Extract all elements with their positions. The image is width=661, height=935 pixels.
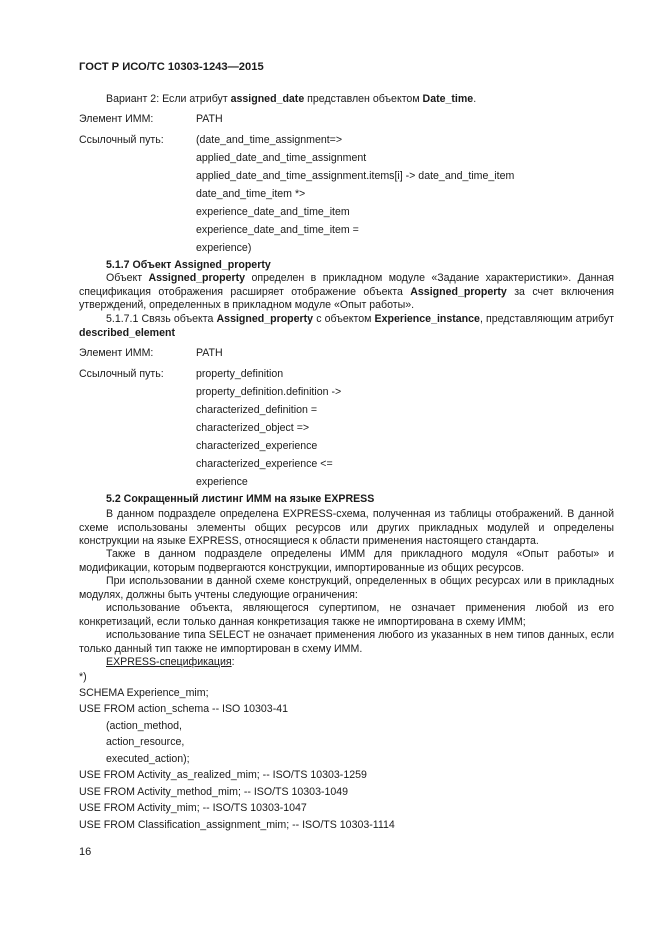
code-line: USE FROM Classification_assignment_mim; -- ISO/TS 10303-1114 — [79, 819, 395, 831]
path-line: experience) — [196, 242, 252, 254]
code-line: USE FROM Activity_as_realized_mim; -- ISO/TS 10303-1259 — [79, 769, 367, 781]
path-line: characterized_experience — [196, 440, 318, 452]
path-line: applied_date_and_time_assignment.items[i] -> date_and_time_item — [196, 170, 515, 182]
path-line: experience_date_and_time_item = — [196, 224, 359, 236]
reference-path-label: Ссылочный путь: — [79, 368, 164, 380]
section-paragraph: Объект Assigned_property определен в прикладном модуле «Задание характеристики». Данная спецификация отображения расширяет отображение объекта Assigned_property за счет включения утверждений, определенных в прикладном модуле «Опыт работы». — [79, 272, 615, 311]
reference-path-label: Ссылочный путь: — [79, 134, 164, 146]
section-paragraph: использование объекта, являющегося супертипом, не означает применения любой из его конкретизаций, если только данная конкретизация также не импортирована в схему ИММ; — [79, 602, 614, 628]
path-line: characterized_experience <= — [196, 458, 333, 470]
code-line: USE FROM Activity_method_mim; -- ISO/TS 10303-1049 — [79, 786, 349, 798]
path-line: property_definition — [196, 368, 284, 380]
path-line: date_and_time_item *> — [196, 188, 306, 200]
path-line: experience — [196, 476, 248, 488]
code-line: *) — [79, 671, 87, 683]
path-line: (date_and_time_assignment=> — [196, 134, 343, 146]
path-line: characterized_definition = — [196, 404, 318, 416]
code-line: SCHEMA Experience_mim; — [79, 687, 209, 699]
element-label: Элемент ИММ: — [79, 113, 154, 125]
code-line: (action_method, — [106, 720, 182, 732]
section-heading: 5.2 Сокращенный листинг ИММ на языке EXPRESS — [106, 493, 375, 505]
element-value: PATH — [196, 113, 223, 125]
path-line: experience_date_and_time_item — [196, 206, 350, 218]
express-spec-label: EXPRESS-спецификация: — [106, 656, 235, 668]
section-heading: 5.1.7 Объект Assigned_property — [106, 259, 271, 271]
element-value: PATH — [196, 347, 223, 359]
code-line: executed_action); — [106, 753, 190, 765]
section-paragraph: Также в данном подразделе определены ИММ для прикладного модуля «Опыт работы» и модификации, которым подвергаются конструкции, импортированные из общих ресурсов. — [79, 548, 614, 574]
page-number: 16 — [79, 846, 92, 858]
element-label: Элемент ИММ: — [79, 347, 154, 359]
section-paragraph: В данном подразделе определена EXPRESS-схема, полученная из таблицы отображений. В данной схеме использованы элементы общих ресурсов или других прикладных модулей и определены конструкции на языке EXPRESS, относящиеся к области применения настоящего стандарта. — [79, 508, 614, 547]
code-line: USE FROM Activity_mim; -- ISO/TS 10303-1047 — [79, 802, 307, 814]
subsection-paragraph: 5.1.7.1 Связь объекта Assigned_property с объектом Experience_instance, представляющим атрибут described_element — [79, 313, 614, 339]
path-line: applied_date_and_time_assignment — [196, 152, 367, 164]
page-header: ГОСТ Р ИСО/ТС 10303-1243—2015 — [79, 61, 264, 73]
code-line: action_resource, — [106, 736, 185, 748]
variant-2-text: Вариант 2: Если атрибут assigned_date представлен объектом Date_time. — [106, 93, 477, 105]
path-line: property_definition.definition -> — [196, 386, 342, 398]
code-line: USE FROM action_schema -- ISO 10303-41 — [79, 703, 289, 715]
path-line: characterized_object => — [196, 422, 310, 434]
section-paragraph: использование типа SELECT не означает применения любого из указанных в нем типов данных, если только данный тип также не импортирован в схему ИММ. — [79, 629, 614, 655]
section-paragraph: При использовании в данной схеме конструкций, определенных в общих ресурсах или в прикладных модулях, должны быть учтены следующие ограничения: — [79, 575, 614, 601]
